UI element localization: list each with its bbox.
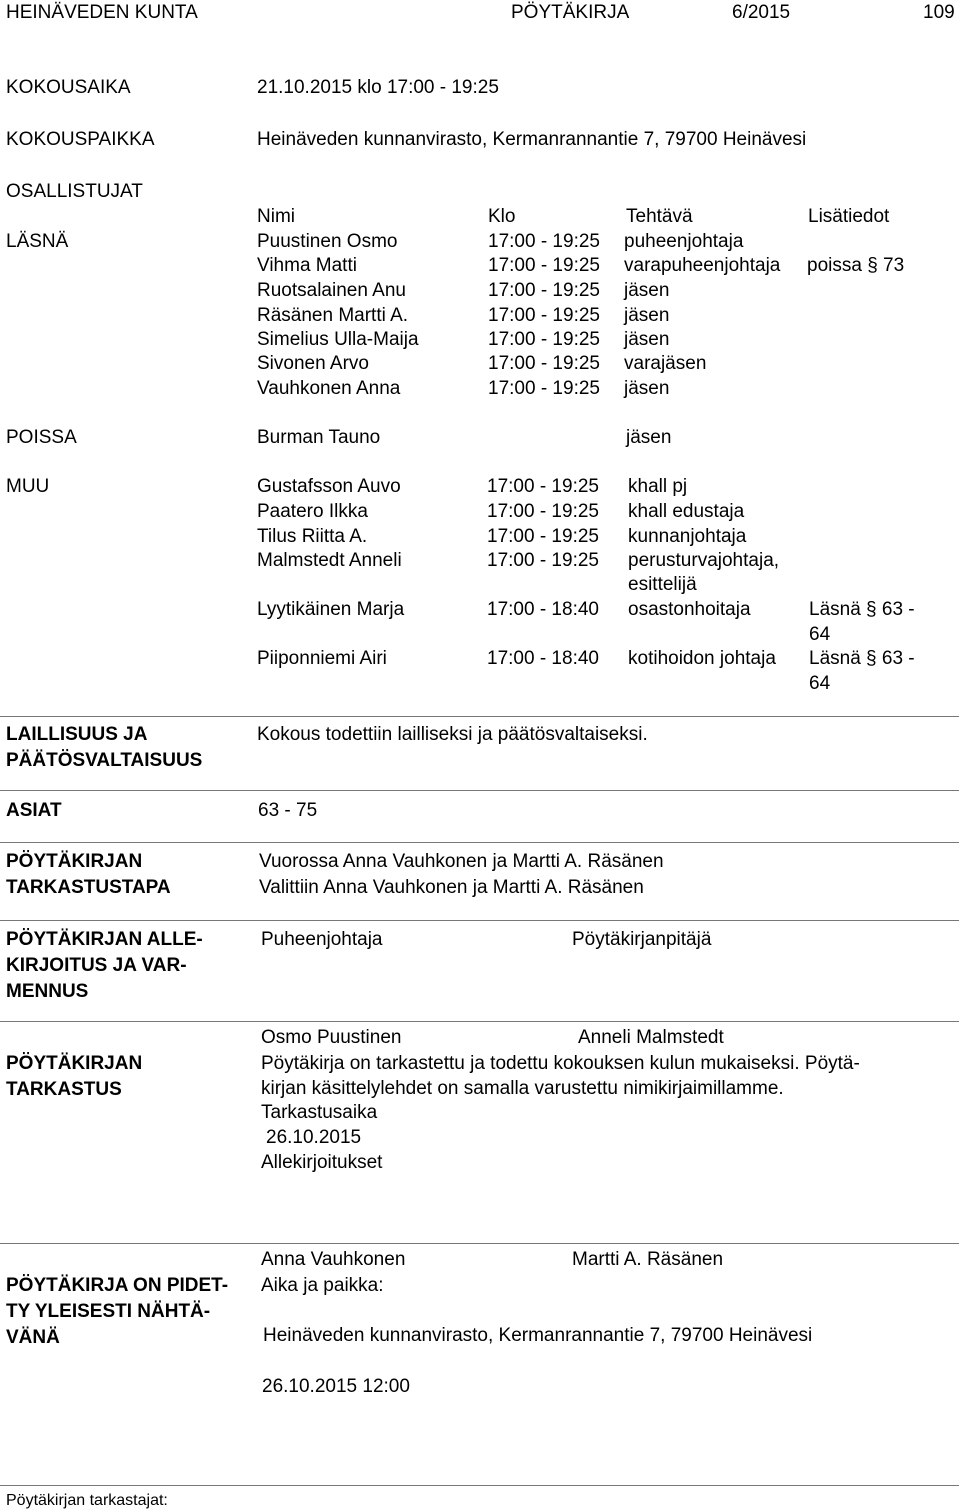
participant-role: khall edustaja [628,501,745,522]
meeting-place-label: KOKOUSPAIKKA [6,129,155,150]
participant-extra: poissa § 73 [807,255,905,276]
reviewer-name-2: Martti A. Räsänen [572,1249,724,1270]
signing-name-secretary: Anneli Malmstedt [578,1027,724,1048]
participant-time: 17:00 - 19:25 [488,255,600,276]
participant-time: 17:00 - 19:25 [488,280,600,301]
participant-time: 17:00 - 19:25 [488,231,600,252]
participant-role: osastonhoitaja [628,599,751,620]
meeting-time-value: 21.10.2015 klo 17:00 - 19:25 [257,77,499,98]
reviewer-name-1: Anna Vauhkonen [261,1249,406,1270]
review-text-line2: kirjan käsittelylehdet on samalla varustettu nimikirjaimillamme. [261,1078,784,1099]
divider [0,1021,959,1022]
participants-label: OSALLISTUJAT [6,181,143,202]
participant-name: Malmstedt Anneli [257,550,402,571]
review-signatures-label: Allekirjoitukset [261,1152,383,1173]
header-page-number: 109 [923,2,955,23]
participant-role: jäsen [624,305,670,326]
participant-name: Ruotsalainen Anu [257,280,406,301]
divider [0,1243,959,1244]
legality-label-line1: LAILLISUUS JA [6,724,148,745]
participant-role: jäsen [624,378,670,399]
participant-time: 17:00 - 19:25 [488,353,600,374]
public-place-label: Aika ja paikka: [261,1275,384,1296]
review-time-label: Tarkastusaika [261,1102,378,1123]
review-method-label-line1: PÖYTÄKIRJAN [6,851,143,872]
public-place: Heinäveden kunnanvirasto, Kermanrannantie 7, 79700 Heinävesi [263,1325,813,1346]
participant-time: 17:00 - 19:25 [488,378,600,399]
review-date: 26.10.2015 [266,1127,362,1148]
participant-role-continued: esittelijä [628,574,697,595]
participant-role: kotihoidon johtaja [628,648,776,669]
participant-name: Simelius Ulla-Maija [257,329,419,350]
col-header-time: Klo [488,206,516,227]
col-header-role: Tehtävä [626,206,693,227]
participant-name: Piiponniemi Airi [257,648,387,669]
present-label: LÄSNÄ [6,231,69,252]
divider [0,920,959,921]
participant-role: varapuheenjohtaja [624,255,781,276]
items-value: 63 - 75 [258,800,318,821]
meeting-time-label: KOKOUSAIKA [6,77,131,98]
absent-role: jäsen [626,427,672,448]
signing-role-secretary: Pöytäkirjanpitäjä [572,929,712,950]
review-method-line1: Vuorossa Anna Vauhkonen ja Martti A. Räsänen [259,851,664,872]
participant-role: puheenjohtaja [624,231,744,252]
participant-role: kunnanjohtaja [628,526,747,547]
participant-time: 17:00 - 19:25 [487,501,599,522]
other-label: MUU [6,476,50,497]
participant-name: Sivonen Arvo [257,353,369,374]
review-method-label-line2: TARKASTUSTAPA [6,877,171,898]
meeting-place-value: Heinäveden kunnanvirasto, Kermanrannantie 7, 79700 Heinävesi [257,129,807,150]
participant-name: Paatero Ilkka [257,501,368,522]
public-datetime: 26.10.2015 12:00 [262,1376,410,1397]
header-doc-type: PÖYTÄKIRJA [511,2,630,23]
signing-role-chair: Puheenjohtaja [261,929,383,950]
participant-role: khall pj [628,476,688,497]
participant-name: Tilus Riitta A. [257,526,368,547]
participant-time: 17:00 - 19:25 [487,550,599,571]
signing-label-line2: KIRJOITUS JA VAR- [6,955,187,976]
divider [0,790,959,791]
participant-name: Puustinen Osmo [257,231,398,252]
signing-label-line3: MENNUS [6,981,89,1002]
participant-name: Gustafsson Auvo [257,476,401,497]
items-label: ASIAT [6,800,62,821]
participant-role: perusturvajohtaja, [628,550,780,571]
header-org: HEINÄVEDEN KUNTA [6,2,198,23]
participant-time: 17:00 - 19:25 [488,329,600,350]
participant-time: 17:00 - 19:25 [487,476,599,497]
divider [0,1485,959,1486]
participant-time: 17:00 - 19:25 [488,305,600,326]
absent-label: POISSA [6,427,77,448]
col-header-extra: Lisätiedot [808,206,890,227]
participant-time: 17:00 - 19:25 [487,526,599,547]
divider [0,716,959,717]
public-label-line1: PÖYTÄKIRJA ON PIDET- [6,1275,229,1296]
review-label-line2: TARKASTUS [6,1079,122,1100]
participant-name: Lyytikäinen Marja [257,599,405,620]
participant-name: Räsänen Martti A. [257,305,409,326]
participant-extra: Läsnä § 63 - [809,648,915,669]
public-label-line2: TY YLEISESTI NÄHTÄ- [6,1301,211,1322]
absent-name: Burman Tauno [257,427,381,448]
review-text-line1: Pöytäkirja on tarkastettu ja todettu kokouksen kulun mukaiseksi. Pöytä- [261,1053,860,1074]
header-doc-number: 6/2015 [732,2,791,23]
participant-time: 17:00 - 18:40 [487,599,599,620]
participant-time: 17:00 - 18:40 [487,648,599,669]
participant-extra: Läsnä § 63 - [809,599,915,620]
participant-role: jäsen [624,280,670,301]
signing-name-chair: Osmo Puustinen [261,1027,402,1048]
legality-label-line2: PÄÄTÖSVALTAISUUS [6,750,203,771]
divider [0,842,959,843]
participant-name: Vihma Matti [257,255,357,276]
legality-text: Kokous todettiin lailliseksi ja päätösvaltaiseksi. [257,724,648,745]
col-header-name: Nimi [257,206,295,227]
participant-role: varajäsen [624,353,707,374]
review-label-line1: PÖYTÄKIRJAN [6,1053,143,1074]
footer-label: Pöytäkirjan tarkastajat: [6,1492,168,1509]
participant-extra-continued: 64 [809,624,831,645]
signing-label-line1: PÖYTÄKIRJAN ALLE- [6,929,203,950]
participant-role: jäsen [624,329,670,350]
review-method-line2: Valittiin Anna Vauhkonen ja Martti A. Räsänen [259,877,644,898]
participant-extra-continued: 64 [809,673,831,694]
participant-name: Vauhkonen Anna [257,378,401,399]
public-label-line3: VÄNÄ [6,1327,60,1348]
